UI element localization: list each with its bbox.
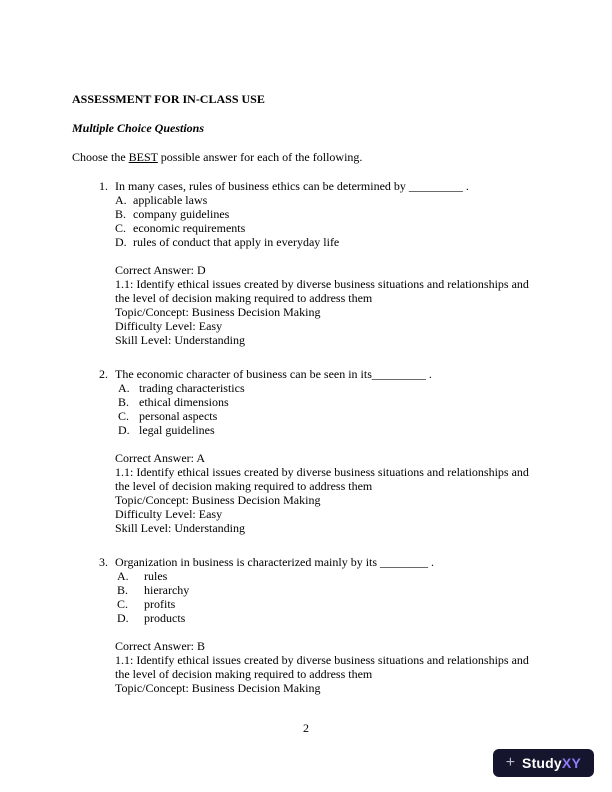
page-title: ASSESSMENT FOR IN-CLASS USE: [72, 92, 265, 106]
page-content: [72, 92, 540, 715]
choice-text: company guidelines: [133, 207, 230, 221]
learning-objective: 1.1: Identify ethical issues created by diverse business situations and relationships and the level of decision making required to address them: [115, 465, 529, 493]
choice-label: C.: [115, 221, 127, 235]
page-number: 2: [303, 721, 309, 735]
choice-label: D.: [117, 611, 129, 625]
choice-a: [115, 193, 540, 207]
plus-icon: +: [505, 754, 516, 771]
section-subtitle: Multiple Choice Questions: [72, 121, 205, 135]
choices: [115, 569, 540, 625]
choice-text: applicable laws: [133, 193, 208, 207]
question-number: 1.: [99, 179, 108, 193]
brand-study-text: Study: [522, 755, 562, 771]
question-3: [72, 555, 540, 695]
choice-label: D.: [115, 235, 127, 249]
instructions-prefix: Choose the: [72, 150, 129, 164]
choice-b: [115, 395, 540, 409]
difficulty-level: Difficulty Level: Easy: [115, 507, 223, 521]
choice-c: [115, 409, 540, 423]
instructions-suffix: possible answer for each of the following.: [157, 150, 363, 164]
choice-text: legal guidelines: [139, 423, 215, 437]
skill-level: Skill Level: Understanding: [115, 521, 245, 535]
choice-text: ethical dimensions: [139, 395, 229, 409]
question-number: 3.: [99, 555, 108, 569]
choice-text: products: [144, 611, 186, 625]
learning-objective: 1.1: Identify ethical issues created by diverse business situations and relationships and the level of decision making required to address them: [115, 653, 529, 681]
choice-label: C.: [118, 409, 130, 423]
instructions-best-underlined: BEST: [128, 150, 158, 164]
choice-c: [115, 597, 540, 611]
question-meta: [115, 639, 540, 695]
instructions: [72, 150, 540, 164]
choice-label: C.: [117, 597, 129, 611]
question-body: [115, 179, 540, 347]
correct-answer: Correct Answer: B: [115, 639, 205, 653]
choice-text: hierarchy: [144, 583, 190, 597]
brand-xy-text: XY: [561, 755, 581, 771]
choice-text: personal aspects: [139, 409, 218, 423]
choice-a: [115, 569, 540, 583]
question-meta: [115, 263, 540, 347]
topic-concept: Topic/Concept: Business Decision Making: [115, 493, 321, 507]
studyxy-logo: [493, 749, 594, 777]
choice-c: [115, 221, 540, 235]
choice-label: B.: [118, 395, 130, 409]
choice-a: [115, 381, 540, 395]
question-1: [72, 179, 540, 347]
choice-text: rules: [144, 569, 168, 583]
topic-concept: Topic/Concept: Business Decision Making: [115, 681, 321, 695]
question-2: [72, 367, 540, 535]
choice-text: profits: [144, 597, 176, 611]
choices: [115, 381, 540, 437]
choice-text: trading characteristics: [139, 381, 245, 395]
choice-d: [115, 235, 540, 249]
choice-label: A.: [117, 569, 129, 583]
choice-text: economic requirements: [133, 221, 246, 235]
choice-b: [115, 207, 540, 221]
brand-wordmark: [522, 755, 581, 771]
question-meta: [115, 451, 540, 535]
question-body: [115, 367, 540, 535]
question-number: 2.: [99, 367, 108, 381]
choice-label: A.: [115, 193, 127, 207]
question-text: Organization in business is characterized mainly by its ________ .: [115, 555, 435, 569]
choice-text: rules of conduct that apply in everyday life: [133, 235, 340, 249]
choice-b: [115, 583, 540, 597]
skill-level: Skill Level: Understanding: [115, 333, 245, 347]
choice-label: A.: [118, 381, 130, 395]
difficulty-level: Difficulty Level: Easy: [115, 319, 223, 333]
choice-label: B.: [115, 207, 127, 221]
topic-concept: Topic/Concept: Business Decision Making: [115, 305, 321, 319]
choice-label: B.: [117, 583, 129, 597]
choice-label: D.: [118, 423, 130, 437]
question-text: In many cases, rules of business ethics can be determined by _________ .: [115, 179, 469, 193]
correct-answer: Correct Answer: D: [115, 263, 206, 277]
correct-answer: Correct Answer: A: [115, 451, 205, 465]
learning-objective: 1.1: Identify ethical issues created by diverse business situations and relationships and the level of decision making required to address them: [115, 277, 529, 305]
choice-d: [115, 611, 540, 625]
choice-d: [115, 423, 540, 437]
question-text: The economic character of business can be seen in its_________ .: [115, 367, 432, 381]
question-body: [115, 555, 540, 695]
